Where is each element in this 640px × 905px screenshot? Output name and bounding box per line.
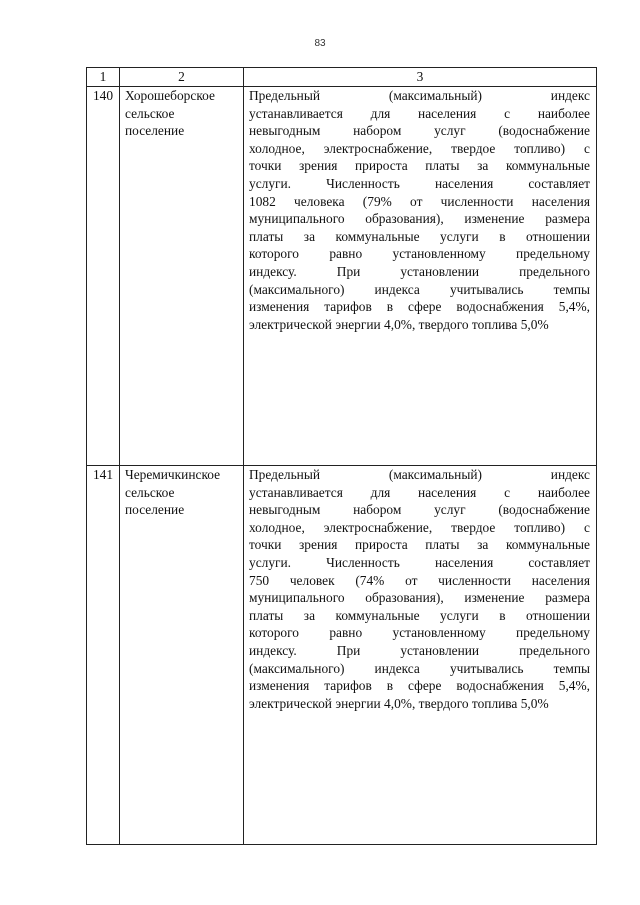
- page-number: 83: [314, 38, 326, 49]
- text-line: услуги. Численность населения составляет: [249, 175, 590, 191]
- settlement-name-text: [125, 466, 240, 519]
- row-number: 141: [87, 466, 120, 845]
- header-cell-1: 1: [87, 68, 120, 87]
- table-row: [87, 87, 597, 466]
- text-line: индексу. При установлении предельного: [249, 263, 590, 279]
- text-line: Хорошеборское: [125, 88, 215, 103]
- text-line: 750 человек (74% от численности населения: [249, 572, 590, 588]
- table-row: [87, 466, 597, 845]
- index-description-text: [249, 87, 590, 333]
- text-line: изменения тарифов в сфере водоснабжения 5,4%,: [249, 678, 590, 694]
- text-line: Черемичкинское: [125, 467, 221, 482]
- text-line: устанавливается для населения с наиболее: [249, 105, 590, 121]
- table-header-row: [87, 68, 597, 87]
- text-line: муниципального образования), изменение размера: [249, 590, 590, 606]
- text-line: поселение: [125, 502, 185, 518]
- text-line: электрической энергии 4,0%, твердого топлива 5,0%: [249, 695, 549, 711]
- text-line: (максимального) индекса учитывались темпы: [249, 281, 590, 297]
- text-line: которого равно установленному предельному: [249, 625, 590, 641]
- text-line: муниципального образования), изменение размера: [249, 211, 590, 227]
- settlement-name: [120, 466, 244, 845]
- text-line: невыгодным набором услуг (водоснабжение: [249, 123, 590, 139]
- text-line: 1082 человека (79% от численности населения: [249, 193, 590, 209]
- header-cell-2: 2: [120, 68, 244, 87]
- text-line: точки зрения прироста платы за коммунальные: [249, 158, 590, 174]
- text-line: невыгодным набором услуг (водоснабжение: [249, 502, 590, 518]
- index-description: [244, 466, 597, 845]
- text-line: индексу. При установлении предельного: [249, 642, 590, 658]
- text-line: услуги. Численность населения составляет: [249, 554, 590, 570]
- text-line: Предельный (максимальный) индекс: [249, 88, 590, 103]
- text-line: точки зрения прироста платы за коммунальные: [249, 537, 590, 553]
- text-line: устанавливается для населения с наиболее: [249, 484, 590, 500]
- settlement-name-text: [125, 87, 240, 140]
- text-line: сельское: [125, 105, 175, 121]
- text-line: холодное, электроснабжение, твердое топливо) с: [249, 519, 590, 535]
- index-description-text: [249, 466, 590, 712]
- text-line: изменения тарифов в сфере водоснабжения 5,4%,: [249, 299, 590, 315]
- text-line: которого равно установленному предельному: [249, 246, 590, 262]
- text-line: Предельный (максимальный) индекс: [249, 467, 590, 482]
- index-description: [244, 87, 597, 466]
- text-line: сельское: [125, 484, 175, 500]
- text-line: электрической энергии 4,0%, твердого топлива 5,0%: [249, 316, 549, 332]
- header-cell-3: 3: [244, 68, 597, 87]
- text-line: (максимального) индекса учитывались темпы: [249, 660, 590, 676]
- text-line: холодное, электроснабжение, твердое топливо) с: [249, 140, 590, 156]
- row-number: 140: [87, 87, 120, 466]
- text-line: платы за коммунальные услуги в отношении: [249, 607, 590, 623]
- document-table: [86, 67, 597, 845]
- settlement-name: [120, 87, 244, 466]
- text-line: поселение: [125, 123, 185, 139]
- text-line: платы за коммунальные услуги в отношении: [249, 228, 590, 244]
